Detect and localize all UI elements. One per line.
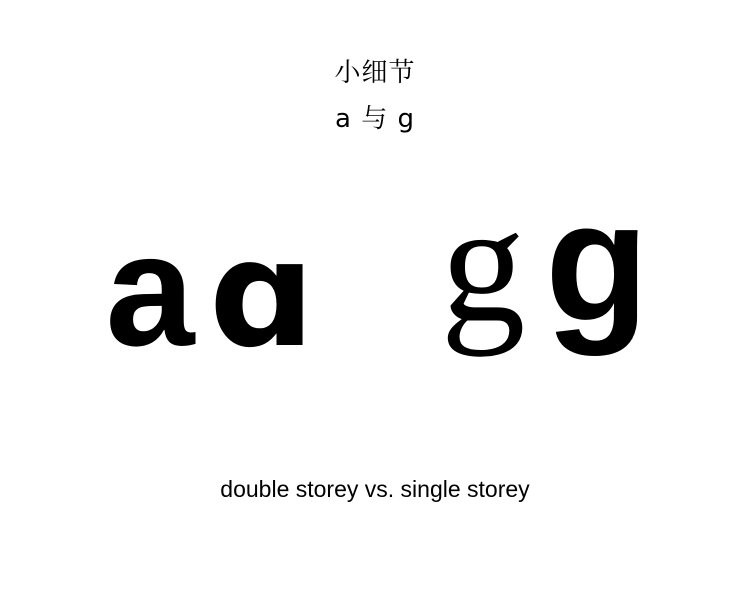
single-storey-g-glyph: ɡ [545,167,649,357]
caption: double storey vs. single storey [220,476,530,502]
double-storey-a-glyph: a [105,200,195,379]
page-subtitle: a 与 g [335,104,415,134]
single-storey-a-glyph: ɑ [209,208,315,380]
double-storey-g-glyph: g [440,169,526,357]
page-title: 小细节 [334,58,416,88]
